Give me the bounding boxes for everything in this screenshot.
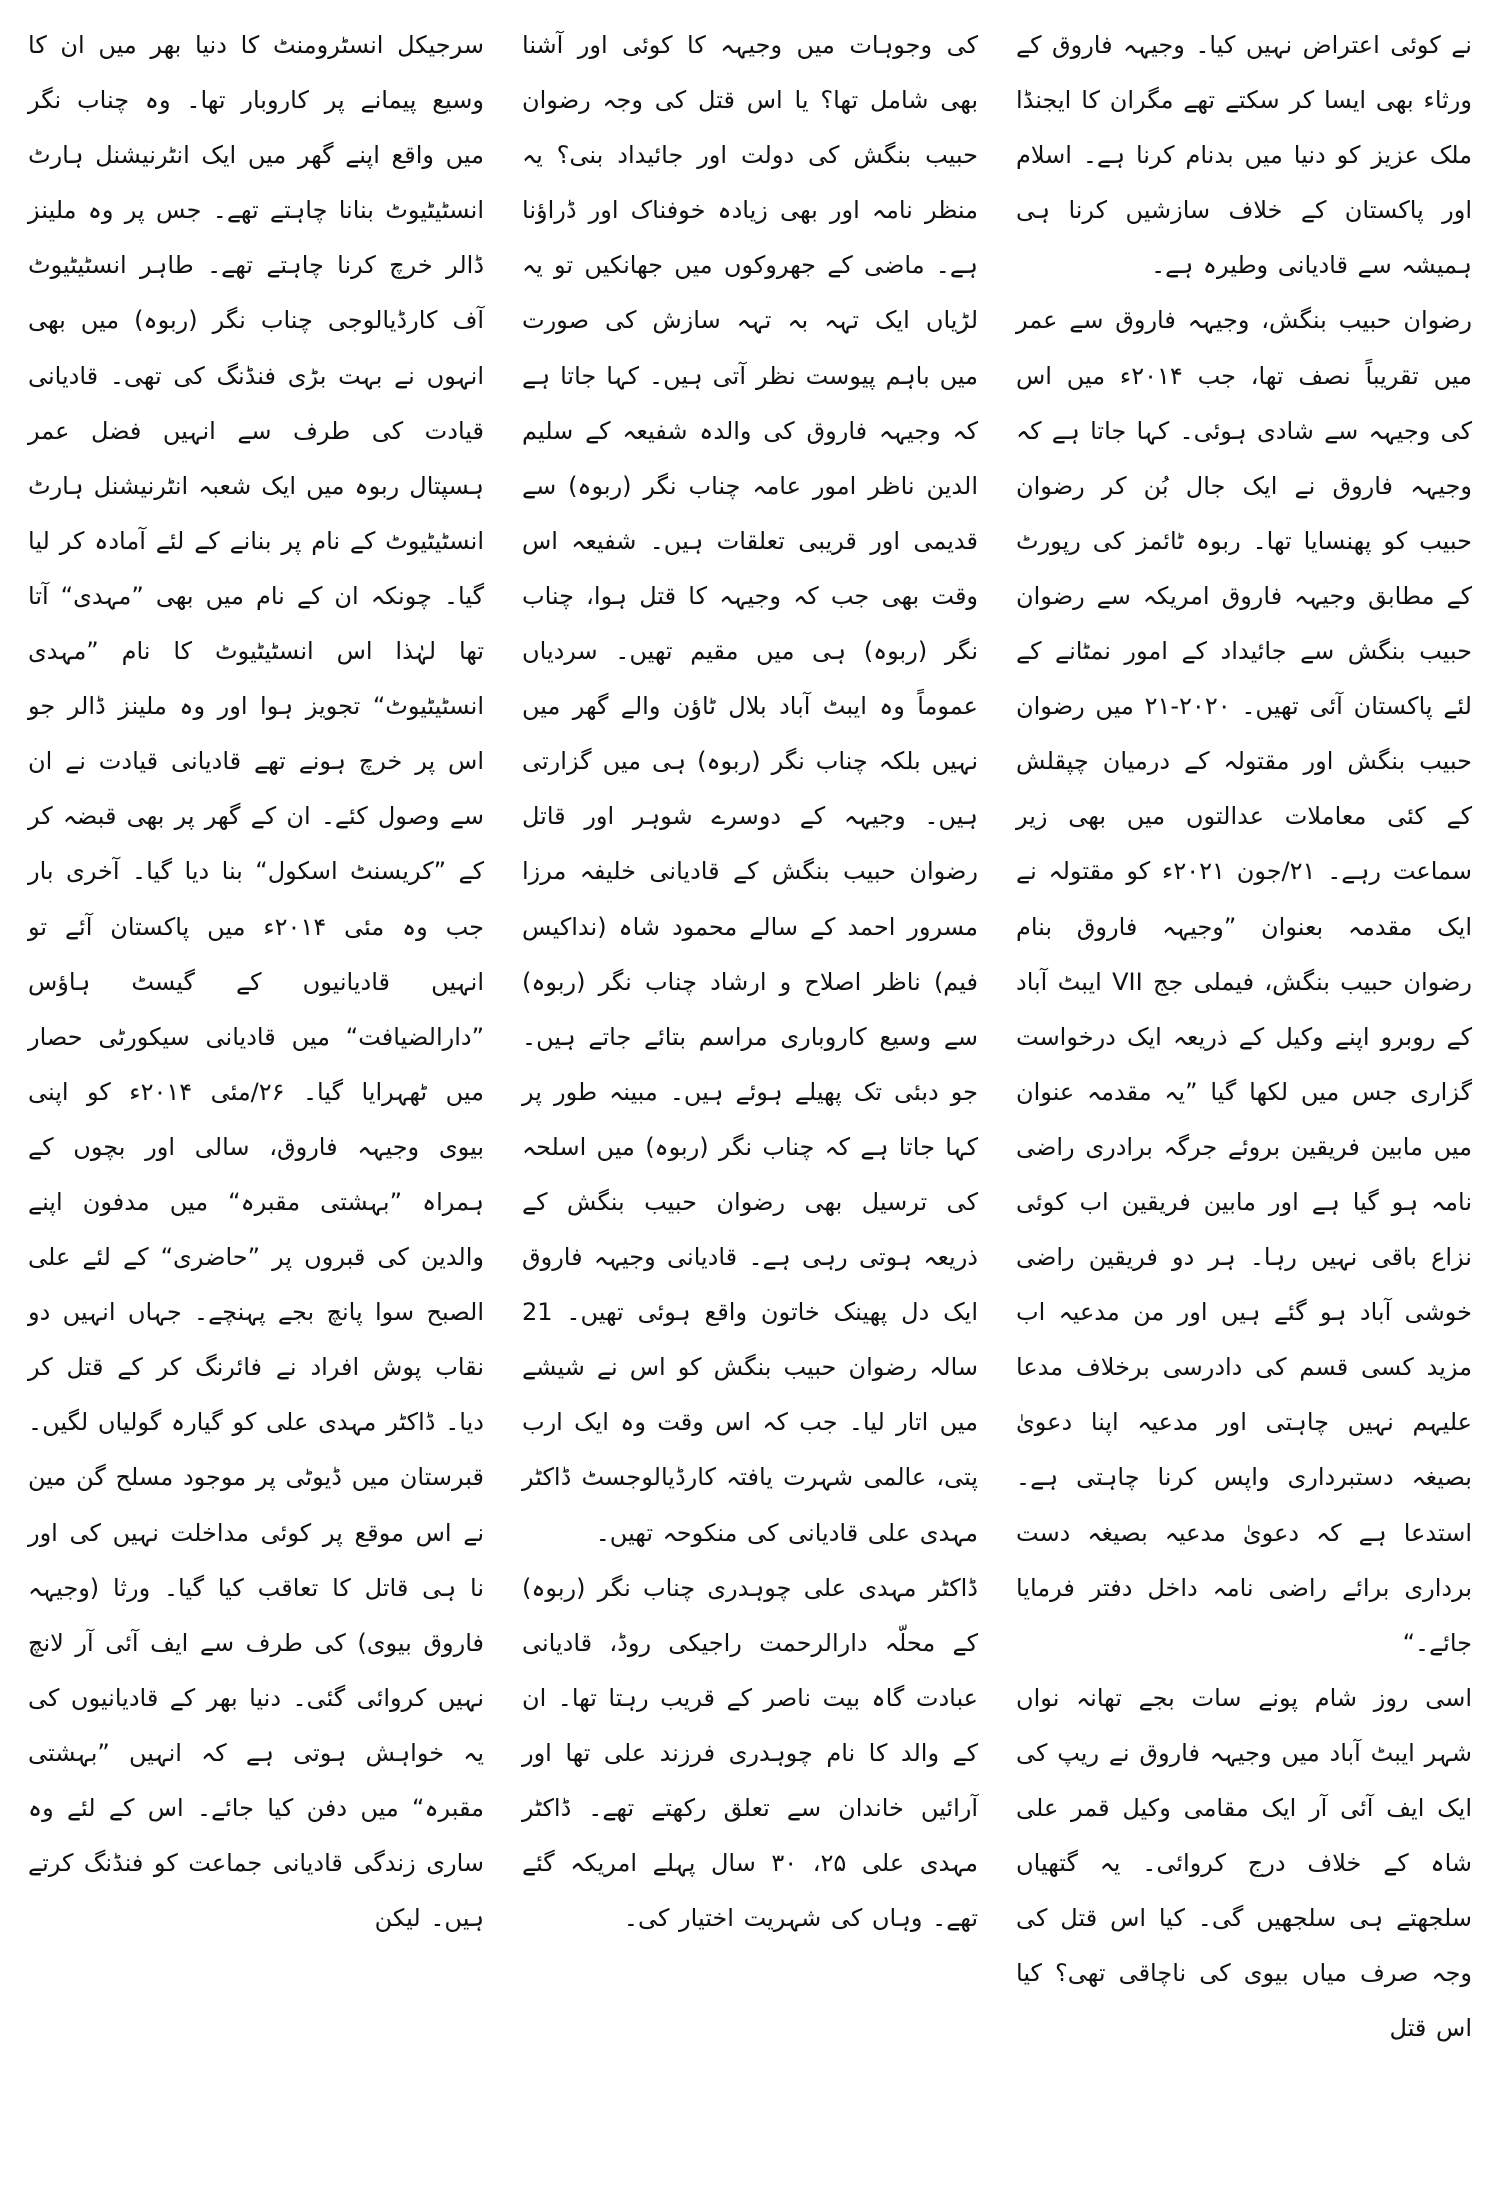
paragraph: ڈاکٹر مہدی علی چوہدری چناب نگر (ربوہ) کے محلّہ دارالرحمت راجیکی روڈ، قادیانی عبادت گاہ بیت ناصر کے قریب رہتا تھا۔ ان کے والد کا نام چوہدری فرزند علی تھا اور آرائیں خاندان سے تعلق رکھتے تھے۔ ڈاکٹر مہدی علی ۲۵، ۳۰ سال پہلے امریکہ گئے تھے۔ وہاں کی شہریت اختیار کی۔ [522, 1573, 979, 1933]
paragraph: رضوان حبیب بنگش، وجیہہ فاروق سے عمر میں تقریباً نصف تھا، جب ۲۰۱۴ء میں اس کی وجیہہ سے شادی ہوئی۔ کہا جاتا ہے کہ وجیہہ فاروق نے ایک جال بُن کر رضوان حبیب کو پھنسایا تھا۔ ربوہ ٹائمز کی رپورٹ کے مطابق وجیہہ فاروق امریکہ سے رضوان حبیب بنگش سے جائیداد کے امور نمٹانے کے لئے پاکستان آئی تھیں۔ ۲۰۲۰-۲۱ میں رضوان حبیب بنگش اور مقتولہ کے درمیان چپقلش کے کئی معاملات عدالتوں میں بھی زیر سماعت رہے۔ ۲۱/جون ۲۰۲۱ء کو مقتولہ نے ایک مقدمہ بعنوان ”وجیہہ فاروق بنام رضوان حبیب بنگش، فیملی جج VII ایبٹ آباد کے روبرو اپنے وکیل کے ذریعہ ایک درخواست گزاری جس میں لکھا گیا ”یہ مقدمہ عنوان میں مابین فریقین بروئے جرگہ برادری راضی نامہ ہو گیا ہے اور مابین فریقین اب کوئی نزاع باقی نہیں رہا۔ ہر دو فریقین راضی خوشی آباد ہو گئے ہیں اور من مدعیہ اب مزید کسی قسم کی دادرسی برخلاف مدعا علیہم نہیں چاہتی اور مدعیہ اپنا دعویٰ بصیغہ دستبرداری واپس کرنا چاہتی ہے۔ استدعا ہے کہ دعویٰ مدعیہ بصیغہ دست برداری برائے راضی نامہ داخل دفتر فرمایا جائے۔“ [1016, 306, 1473, 1657]
column-left [20, 18, 492, 2182]
paragraph: سرجیکل انسٹرومنٹ کا دنیا بھر میں ان کا وسیع پیمانے پر کاروبار تھا۔ وہ چناب نگر میں واقع اپنے گھر میں ایک انٹرنیشنل ہارٹ انسٹیٹیوٹ بنانا چاہتے تھے۔ جس پر وہ ملینز ڈالر خرچ کرنا چاہتے تھے۔ طاہر انسٹیٹیوٹ آف کارڈیالوجی چناب نگر (ربوہ) میں بھی انہوں نے بہت بڑی فنڈنگ کی تھی۔ قادیانی قیادت کی طرف سے انہیں فضل عمر ہسپتال ربوہ میں ایک شعبہ انٹرنیشنل ہارٹ انسٹیٹیوٹ کے نام پر بنانے کے لئے آمادہ کر لیا گیا۔ چونکہ ان کے نام میں بھی ”مہدی“ آتا تھا لہٰذا اس انسٹیٹیوٹ کا نام ”مہدی انسٹیٹیوٹ“ تجویز ہوا اور وہ ملینز ڈالر جو اس پر خرچ ہونے تھے قادیانی قیادت نے ان سے وصول کئے۔ ان کے گھر پر بھی قبضہ کر کے ”کریسنٹ اسکول“ بنا دیا گیا۔ آخری بار جب وہ مئی ۲۰۱۴ء میں پاکستان آئے تو انہیں قادیانیوں کے گیسٹ ہاؤس ”دارالضیافت“ میں قادیانی سیکورٹی حصار میں ٹھہرایا گیا۔ ۲۶/مئی ۲۰۱۴ء کو اپنی بیوی وجیہہ فاروق، سالی اور بچوں کے ہمراہ ”بہشتی مقبرہ“ میں مدفون اپنے والدین کی قبروں پر ”حاضری“ کے لئے علی الصبح سوا پانچ بجے پہنچے۔ جہاں انہیں دو نقاب پوش افراد نے فائرنگ کر کے قتل کر دیا۔ ڈاکٹر مہدی علی کو گیارہ گولیاں لگیں۔ قبرستان میں ڈیوٹی پر موجود مسلح گن مین نے اس موقع پر کوئی مداخلت نہیں کی اور نا ہی قاتل کا تعاقب کیا گیا۔ ورثا (وجیہہ فاروق بیوی) کی طرف سے ایف آئی آر لانچ نہیں کروائی گئی۔ دنیا بھر کے قادیانیوں کی یہ خواہش ہوتی ہے کہ انہیں ”بہشتی مقبرہ“ میں دفن کیا جائے۔ اس کے لئے وہ ساری زندگی قادیانی جماعت کو فنڈنگ کرتے ہیں۔ لیکن [28, 31, 484, 1933]
newspaper-page [20, 18, 1480, 2182]
column-text [28, 18, 484, 1946]
paragraph: کی وجوہات میں وجیہہ کا کوئی اور آشنا بھی شامل تھا؟ یا اس قتل کی وجہ رضوان حبیب بنگش کی دولت اور جائیداد بنی؟ یہ منظر نامہ اور بھی زیادہ خوفناک اور ڈراؤنا ہے۔ ماضی کے جھروکوں میں جھانکیں تو یہ لڑیاں ایک تہہ بہ تہہ سازش کی صورت میں باہم پیوست نظر آتی ہیں۔ کہا جاتا ہے کہ وجیہہ فاروق کی والدہ شفیعہ کے سلیم الدین ناظر امور عامہ چناب نگر (ربوہ) سے قدیمی اور قریبی تعلقات ہیں۔ شفیعہ اس وقت بھی جب کہ وجیہہ کا قتل ہوا، چناب نگر (ربوہ) ہی میں مقیم تھیں۔ سردیاں عموماً وہ ایبٹ آباد بلال ٹاؤن والے گھر میں نہیں بلکہ چناب نگر (ربوہ) ہی میں گزارتی ہیں۔ وجیہہ کے دوسرے شوہر اور قاتل رضوان حبیب بنگش کے قادیانی خلیفہ مرزا مسرور احمد کے سالے محمود شاہ (نداکیس فیم) ناظر اصلاح و ارشاد چناب نگر (ربوہ) سے وسیع کاروباری مراسم بتائے جاتے ہیں۔ جو دبئی تک پھیلے ہوئے ہیں۔ مبینہ طور پر کہا جاتا ہے کہ چناب نگر (ربوہ) میں اسلحہ کی ترسیل بھی رضوان حبیب بنگش کے ذریعہ ہوتی رہی ہے۔ قادیانی وجیہہ فاروق ایک دل پھینک خاتون واقع ہوئی تھیں۔ 21 سالہ رضوان حبیب بنگش کو اس نے شیشے میں اتار لیا۔ جب کہ اس وقت وہ ایک ارب پتی، عالمی شہرت یافتہ کارڈیالوجسٹ ڈاکٹر مہدی علی قادیانی کی منکوحہ تھیں۔ [522, 31, 978, 1547]
column-text [1016, 18, 1472, 2056]
column-middle [514, 18, 986, 2182]
column-text [522, 18, 978, 1946]
paragraph: اسی روز شام پونے سات بجے تھانہ نواں شہر ایبٹ آباد میں وجیہہ فاروق نے ریپ کی ایک ایف آئی آر ایک مقامی وکیل قمر علی شاہ کے خلاف درج کروائی۔ یہ گتھیاں سلجھتے ہی سلجھیں گی۔ کیا اس قتل کی وجہ صرف میاں بیوی کی ناچاقی تھی؟ کیا اس قتل [1016, 1683, 1472, 2043]
paragraph: نے کوئی اعتراض نہیں کیا۔ وجیہہ فاروق کے ورثاء بھی ایسا کر سکتے تھے مگران کا ایجنڈا ملک عزیز کو دنیا میں بدنام کرنا ہے۔ اسلام اور پاکستان کے خلاف سازشیں کرنا ہی ہمیشہ سے قادیانی وطیرہ ہے۔ [1016, 31, 1472, 280]
column-right [1008, 18, 1480, 2182]
